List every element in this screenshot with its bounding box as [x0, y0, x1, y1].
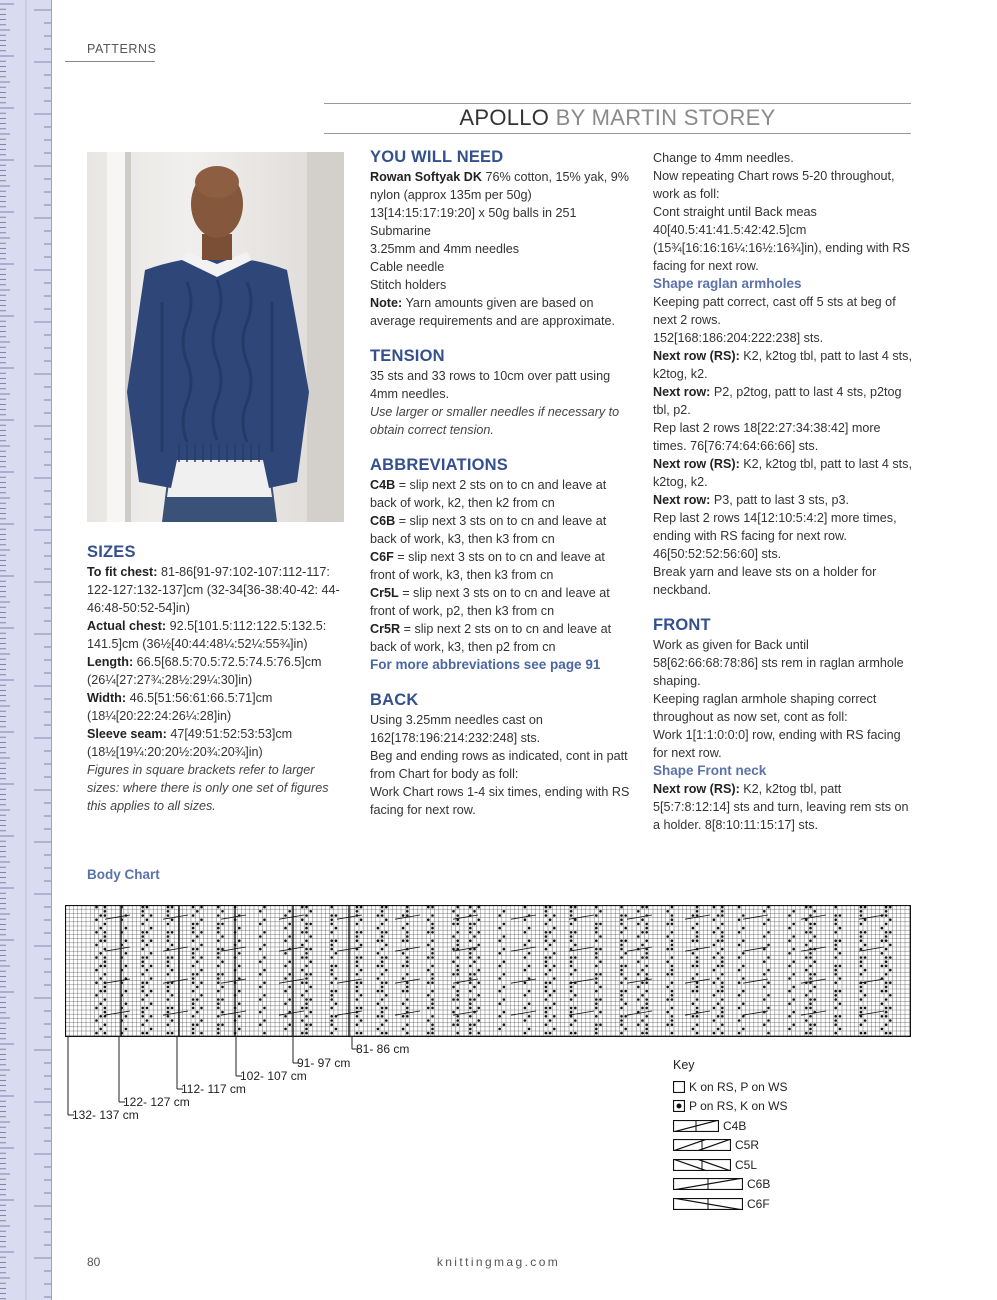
next-row-3	[653, 455, 915, 491]
page-number: 80	[87, 1255, 101, 1269]
next-row-1	[653, 347, 915, 383]
instructions-column	[653, 149, 915, 834]
needles: 3.25mm and 4mm needles	[370, 242, 520, 256]
stitch-holders: Stitch holders	[370, 278, 447, 292]
col3-p5: 152[168:186:204:222:238] sts.	[653, 331, 824, 345]
abbreviation-def: = slip next 3 sts on to cn and leave at front of work, k3, then k3 from cn	[370, 550, 605, 582]
tension-heading: TENSION	[370, 347, 445, 365]
title-rule-bottom	[324, 133, 911, 134]
size-label: 81- 86 cm	[356, 1042, 410, 1056]
c5r-cable-icon	[673, 1139, 731, 1151]
row-text: K2, k2tog tbl, patt 5[5:7:8:12:14] sts and turn, leaving rem sts on a holder. 8[8:10:11:15:17] sts.	[653, 782, 909, 832]
ruler-ticks	[0, 0, 52, 1300]
pattern-name: APOLLO	[459, 105, 550, 130]
abbreviation-term: C6B	[370, 514, 396, 528]
site-url: knittingmag.com	[436, 1255, 561, 1269]
key-label: C5R	[735, 1138, 760, 1153]
c6b-cable-icon	[673, 1178, 743, 1190]
col3-p2: Now repeating Chart rows 5-20 throughout, work as foll:	[653, 169, 895, 201]
section-rule	[65, 61, 155, 62]
sizes-note	[87, 761, 349, 815]
abbreviation-item	[370, 584, 632, 620]
abbreviation-def: = slip next 2 sts on to cn and leave at back of work, k3, then p2 from cn	[370, 622, 612, 654]
actual-chest	[87, 617, 349, 653]
size-label: 112- 117 cm	[181, 1082, 246, 1096]
row-label: Next row:	[653, 385, 711, 399]
key-item	[673, 1116, 788, 1136]
yarn-note-label: Note:	[370, 296, 403, 310]
raglan-heading: Shape raglan armholes	[653, 276, 802, 291]
row-label: Next row (RS):	[653, 782, 740, 796]
sizes-heading: SIZES	[87, 543, 136, 561]
actual-chest-value: 92.5[101.5:112:122.5:132.5: 141.5]cm (36½[40:44:48¼:52¼:55¾]in)	[87, 619, 327, 651]
next-row-2	[653, 383, 915, 419]
c4b-cable-icon	[673, 1120, 719, 1132]
sleeve-seam-label: Sleeve seam:	[87, 727, 167, 741]
key-label: C6F	[747, 1196, 770, 1211]
length-label: Length:	[87, 655, 134, 669]
front-p3: Work 1[1:1:0:0:0] row, ending with RS facing for next row.	[653, 728, 901, 760]
abbreviation-term: C4B	[370, 478, 396, 492]
front-neck-heading: Shape Front neck	[653, 763, 767, 778]
row-text: K2, k2tog tbl, patt to last 4 sts, k2tog, k2.	[653, 349, 912, 381]
abbreviation-term: C6F	[370, 550, 394, 564]
key-label: C5L	[735, 1157, 758, 1172]
section-label: PATTERNS	[87, 42, 157, 56]
abbreviation-def: = slip next 2 sts on to cn and leave at back of work, k2, then k2 from cn	[370, 478, 607, 510]
title-rule-top	[324, 103, 911, 104]
length	[87, 653, 349, 689]
tension-note-text: Use larger or smaller needles if necessary to obtain correct tension.	[370, 405, 620, 437]
row-text: P2, p2tog, patt to last 4 sts, p2tog tbl, p2.	[653, 385, 902, 417]
key-label: K on RS, P on WS	[689, 1079, 788, 1094]
yarn-note	[370, 294, 632, 330]
key-title: Key	[673, 1058, 695, 1072]
tension-note	[370, 403, 632, 439]
abbreviation-term: Cr5R	[370, 622, 401, 636]
front-next-row	[653, 780, 915, 834]
back-p1: Using 3.25mm needles cast on 162[178:196:214:232:248] sts.	[370, 713, 543, 745]
key-label: C4B	[723, 1118, 747, 1133]
row-label: Next row:	[653, 493, 711, 507]
col3-p6: Rep last 2 rows 18[22:27:34:38:42] more times. 76[76:74:64:66:66] sts.	[653, 421, 881, 453]
sleeve-seam	[87, 725, 349, 761]
abbreviation-item	[370, 476, 632, 512]
size-markers	[60, 1036, 460, 1122]
back-heading: BACK	[370, 691, 419, 709]
front-p1: Work as given for Back until 58[62:66:68:78:86] sts rem in raglan armhole shaping.	[653, 638, 904, 688]
pattern-designer: BY MARTIN STOREY	[555, 105, 776, 130]
knit-stitch-icon	[673, 1081, 685, 1093]
width-label: Width:	[87, 691, 127, 705]
sizes-note-text: Figures in square brackets refer to larger sizes: where there is only one set of figures this applies to all sizes.	[87, 763, 329, 813]
yarn-label: Rowan Softyak DK	[370, 170, 482, 184]
actual-chest-label: Actual chest:	[87, 619, 167, 633]
width-value: 46.5[51:56:61:66.5:71]cm (18¼[20:22:24:26¼:28]in)	[87, 691, 273, 723]
col3-p1: Change to 4mm needles.	[653, 151, 794, 165]
abbreviation-def: = slip next 3 sts on to cn and leave at front of work, p2, then k3 from cn	[370, 586, 610, 618]
more-abbreviations-link: For more abbreviations see page 91	[370, 657, 601, 672]
back-p2: Beg and ending rows as indicated, cont in patt from Chart for body as foll:	[370, 749, 628, 781]
size-label: 132- 137 cm	[72, 1108, 139, 1122]
key-item	[673, 1097, 788, 1117]
yarn-value: 76% cotton, 15% yak, 9% nylon (approx 135m per 50g) 13[14:15:17:19:20] x 50g balls in 251 Submarine	[370, 170, 629, 238]
pattern-title	[324, 105, 911, 131]
sizes-column	[87, 542, 349, 815]
key-item	[673, 1155, 788, 1175]
abbreviation-item	[370, 548, 632, 584]
page-ruler	[0, 0, 52, 1300]
col3-p3: Cont straight until Back meas 40[40.5:41:41.5:42:42.5]cm (15¾[16:16:16¼:16½:16¾]in), ending with RS facing for next row.	[653, 205, 910, 273]
abbreviation-def: = slip next 3 sts on to cn and leave at back of work, k3, then k3 from cn	[370, 514, 607, 546]
abbreviation-term: Cr5L	[370, 586, 399, 600]
c6f-cable-icon	[673, 1198, 743, 1210]
requirements-column	[370, 147, 632, 819]
body-chart-grid	[65, 905, 911, 1037]
abbreviations-heading: ABBREVIATIONS	[370, 456, 508, 474]
row-label: Next row (RS):	[653, 349, 740, 363]
key-item	[673, 1175, 788, 1195]
purl-stitch-icon	[673, 1100, 685, 1112]
row-text: K2, k2tog tbl, patt to last 4 sts, k2tog, k2.	[653, 457, 912, 489]
you-will-need-heading: YOU WILL NEED	[370, 148, 504, 166]
c5l-cable-icon	[673, 1159, 731, 1171]
col3-p8: Break yarn and leave sts on a holder for neckband.	[653, 565, 877, 597]
next-row-4	[653, 491, 915, 509]
sleeve-seam-value: 47[49:51:52:53:53]cm (18½[19¼:20:20½:20¾:20¾]in)	[87, 727, 293, 759]
abbreviation-item	[370, 620, 632, 656]
front-heading: FRONT	[653, 616, 711, 634]
row-label: Next row (RS):	[653, 457, 740, 471]
to-fit-chest-label: To fit chest:	[87, 565, 158, 579]
key-label: C6B	[747, 1177, 771, 1192]
length-value: 66.5[68.5:70.5:72.5:74.5:76.5]cm (26¼[27:27¾:28½:29¼:30]in)	[87, 655, 322, 687]
yarn	[370, 168, 632, 240]
back-p3: Work Chart rows 1-4 six times, ending with RS facing for next row.	[370, 785, 630, 817]
chart-title: Body Chart	[87, 867, 160, 882]
key-item	[673, 1194, 788, 1214]
to-fit-chest-value: 81-86[91-97:102-107:112-117: 122-127:132-137]cm (32-34[36-38:40-42: 44-46:48-50:52-54]in)	[87, 565, 340, 615]
abbreviation-item	[370, 512, 632, 548]
width	[87, 689, 349, 725]
size-label: 102- 107 cm	[240, 1069, 307, 1083]
model-photo	[87, 152, 344, 522]
size-label: 122- 127 cm	[123, 1095, 190, 1109]
to-fit-chest	[87, 563, 349, 617]
tension-text: 35 sts and 33 rows to 10cm over patt using 4mm needles.	[370, 369, 611, 401]
key-label: P on RS, K on WS	[689, 1099, 788, 1114]
cable-needle: Cable needle	[370, 260, 445, 274]
col3-p4: Keeping patt correct, cast off 5 sts at beg of next 2 rows.	[653, 295, 896, 327]
key-item	[673, 1136, 788, 1156]
size-label: 91- 97 cm	[297, 1056, 351, 1070]
col3-p7: Rep last 2 rows 14[12:10:5:4:2] more times, ending with RS facing for next row. 46[50:52:52:56:60] sts.	[653, 511, 897, 561]
chart-key	[673, 1058, 788, 1214]
row-text: P3, patt to last 3 sts, p3.	[713, 493, 849, 507]
yarn-note-text: Yarn amounts given are based on average requirements and are approximate.	[370, 296, 616, 328]
front-p2: Keeping raglan armhole shaping correct throughout as now set, cont as foll:	[653, 692, 877, 724]
key-item	[673, 1077, 788, 1097]
